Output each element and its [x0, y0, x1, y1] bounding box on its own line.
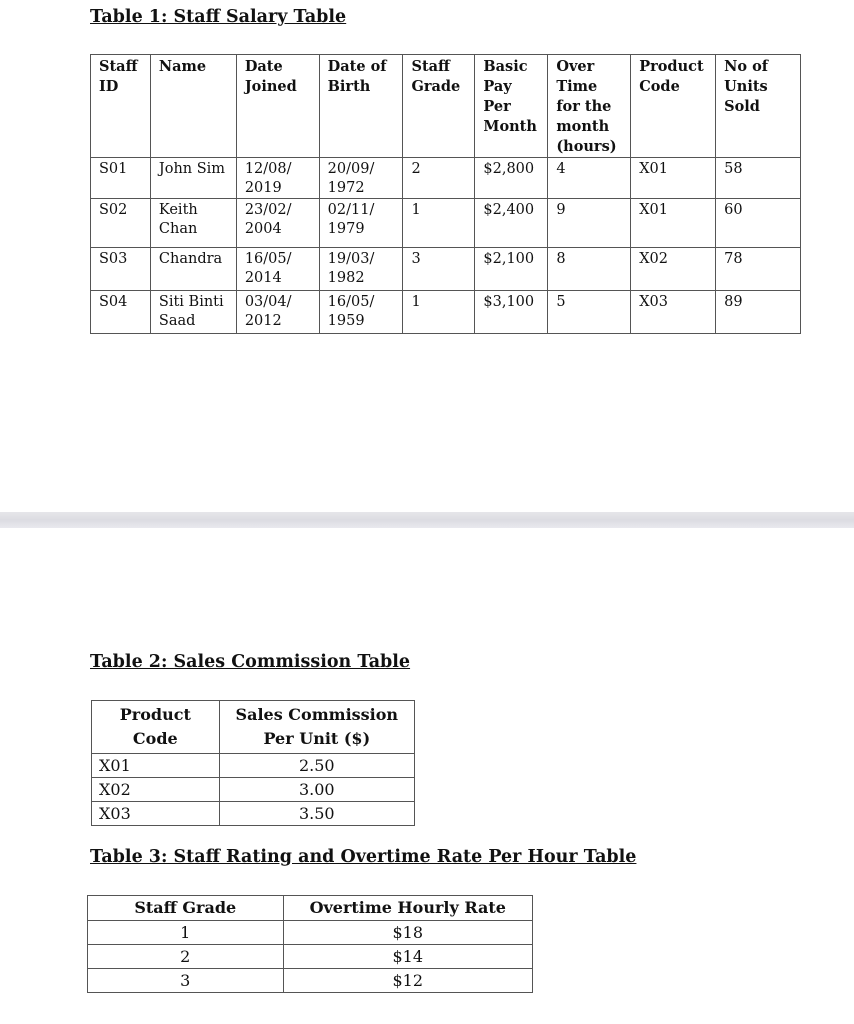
cell-staff-grade: 3 [88, 969, 284, 993]
cell-product-code: X01 [631, 199, 716, 248]
sales-commission-table [91, 700, 415, 826]
header-date-joined: Date Joined [236, 55, 319, 158]
cell-date-joined: 03/04/ 2012 [236, 291, 319, 334]
cell-date-joined: 23/02/ 2004 [236, 199, 319, 248]
cell-product-code: X02 [92, 778, 220, 802]
cell-staff-grade: 2 [88, 945, 284, 969]
cell-product-code: X03 [92, 802, 220, 826]
cell-basic-pay: $2,100 [475, 248, 548, 291]
table-row [92, 778, 415, 802]
table-row [91, 158, 801, 199]
header-staff-id: Staff ID [91, 55, 151, 158]
cell-staff-grade: 3 [403, 248, 475, 291]
cell-overtime: 9 [548, 199, 631, 248]
table1-header-row [91, 55, 801, 158]
header-staff-grade: Staff Grade [403, 55, 475, 158]
staff-salary-table [90, 54, 801, 334]
cell-basic-pay: $2,400 [475, 199, 548, 248]
table3-caption: Table 3: Staff Rating and Overtime Rate Per Hour Table [90, 847, 637, 867]
cell-name: John Sim [150, 158, 236, 199]
cell-commission: 3.50 [219, 802, 414, 826]
cell-product-code: X03 [631, 291, 716, 334]
table-row [91, 248, 801, 291]
cell-commission: 2.50 [219, 754, 414, 778]
cell-units-sold: 58 [716, 158, 801, 199]
cell-staff-id: S01 [91, 158, 151, 199]
cell-date-joined: 12/08/ 2019 [236, 158, 319, 199]
cell-units-sold: 78 [716, 248, 801, 291]
cell-staff-grade: 2 [403, 158, 475, 199]
cell-product-code: X01 [92, 754, 220, 778]
cell-date-of-birth: 02/11/ 1979 [319, 199, 403, 248]
cell-name: Siti Binti Saad [150, 291, 236, 334]
table2-caption: Table 2: Sales Commission Table [90, 652, 411, 672]
table-row [88, 969, 533, 993]
table-row [91, 199, 801, 248]
table3-header-row [88, 896, 533, 921]
cell-commission: 3.00 [219, 778, 414, 802]
table-row [88, 945, 533, 969]
overtime-rate-table [87, 895, 533, 993]
cell-staff-grade: 1 [403, 291, 475, 334]
cell-overtime: 8 [548, 248, 631, 291]
cell-overtime-rate: $18 [283, 921, 532, 945]
cell-basic-pay: $3,100 [475, 291, 548, 334]
cell-units-sold: 60 [716, 199, 801, 248]
cell-staff-id: S03 [91, 248, 151, 291]
table1-caption: Table 1: Staff Salary Table [90, 7, 347, 27]
header-product-code: Product Code [631, 55, 716, 158]
cell-staff-id: S04 [91, 291, 151, 334]
cell-product-code: X02 [631, 248, 716, 291]
cell-date-of-birth: 16/05/ 1959 [319, 291, 403, 334]
page-break [0, 512, 854, 528]
table-row [92, 754, 415, 778]
cell-overtime: 5 [548, 291, 631, 334]
cell-staff-grade: 1 [88, 921, 284, 945]
cell-product-code: X01 [631, 158, 716, 199]
table-row [91, 291, 801, 334]
cell-date-of-birth: 20/09/ 1972 [319, 158, 403, 199]
header-product-code: Product Code [92, 701, 220, 754]
table-row [92, 802, 415, 826]
cell-staff-id: S02 [91, 199, 151, 248]
cell-units-sold: 89 [716, 291, 801, 334]
header-overtime: Over Time for the month (hours) [548, 55, 631, 158]
header-staff-grade: Staff Grade [88, 896, 284, 921]
header-name: Name [150, 55, 236, 158]
cell-overtime-rate: $12 [283, 969, 532, 993]
cell-name: Keith Chan [150, 199, 236, 248]
cell-overtime: 4 [548, 158, 631, 199]
header-date-of-birth: Date of Birth [319, 55, 403, 158]
table-row [88, 921, 533, 945]
table2-header-row [92, 701, 415, 754]
cell-staff-grade: 1 [403, 199, 475, 248]
cell-date-joined: 16/05/ 2014 [236, 248, 319, 291]
cell-overtime-rate: $14 [283, 945, 532, 969]
cell-date-of-birth: 19/03/ 1982 [319, 248, 403, 291]
header-sales-commission: Sales Commission Per Unit ($) [219, 701, 414, 754]
header-basic-pay: Basic Pay Per Month [475, 55, 548, 158]
header-units-sold: No of Units Sold [716, 55, 801, 158]
header-overtime-rate: Overtime Hourly Rate [283, 896, 532, 921]
cell-name: Chandra [150, 248, 236, 291]
cell-basic-pay: $2,800 [475, 158, 548, 199]
